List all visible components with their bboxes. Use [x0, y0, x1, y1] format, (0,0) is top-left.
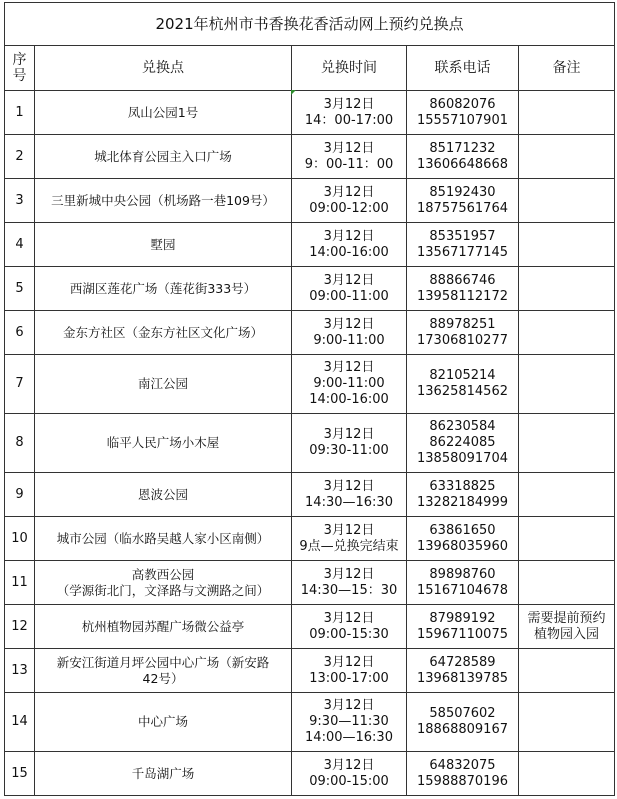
note-cell: [519, 752, 615, 796]
place-cell: 三里新城中央公园（机场路一巷109号）: [35, 179, 292, 223]
table-row: [5, 91, 615, 135]
time-cell: 3月12日 09:00-15:30: [292, 605, 407, 649]
header-row: [5, 46, 615, 91]
table-row: [5, 605, 615, 649]
row-index: 1: [5, 91, 35, 135]
phone-cell: 64728589 13968139785: [407, 649, 519, 693]
place-cell: 城市公园（临水路吴越人家小区南侧）: [35, 517, 292, 561]
place-cell: 杭州植物园苏醒广场微公益亭: [35, 605, 292, 649]
place-cell: 中心广场: [35, 693, 292, 752]
table-row: [5, 561, 615, 605]
time-cell: 3月12日 14:30—16:30: [292, 473, 407, 517]
row-index: 3: [5, 179, 35, 223]
place-cell: 高教西公园 （学源街北门，文泽路与文溯路之间）: [35, 561, 292, 605]
note-cell: [519, 649, 615, 693]
phone-cell: 64832075 15988870196: [407, 752, 519, 796]
title-row: [5, 3, 615, 46]
row-index: 8: [5, 414, 35, 473]
time-cell: 3月12日 09:00-11:00: [292, 267, 407, 311]
phone-cell: 85192430 18757561764: [407, 179, 519, 223]
place-cell: 南江公园: [35, 355, 292, 414]
row-index: 10: [5, 517, 35, 561]
time-cell: 3月12日 9点—兑换完结束: [292, 517, 407, 561]
time-cell: 3月12日 09:00-12:00: [292, 179, 407, 223]
table-row: [5, 135, 615, 179]
note-cell: [519, 91, 615, 135]
time-cell: 3月12日 09:00-15:00: [292, 752, 407, 796]
table-row: [5, 414, 615, 473]
row-index: 4: [5, 223, 35, 267]
time-cell: 3月12日 9:30—11:30 14:00—16:30: [292, 693, 407, 752]
time-cell: 3月12日 14:00-16:00: [292, 223, 407, 267]
header-index: 序号: [5, 46, 35, 91]
table-row: [5, 311, 615, 355]
phone-cell: 58507602 18868809167: [407, 693, 519, 752]
place-cell: 墅园: [35, 223, 292, 267]
table-row: [5, 223, 615, 267]
row-index: 15: [5, 752, 35, 796]
table-row: [5, 473, 615, 517]
row-index: 9: [5, 473, 35, 517]
time-cell: 3月12日 9：00-11：00: [292, 135, 407, 179]
note-cell: [519, 693, 615, 752]
table-body: [5, 91, 615, 796]
phone-cell: 82105214 13625814562: [407, 355, 519, 414]
place-cell: 恩波公园: [35, 473, 292, 517]
note-cell: [519, 267, 615, 311]
time-cell: 3月12日 14:30—15：30: [292, 561, 407, 605]
row-index: 11: [5, 561, 35, 605]
place-cell: 城北体育公园主入口广场: [35, 135, 292, 179]
place-cell: 金东方社区（金东方社区文化广场）: [35, 311, 292, 355]
table-title: 2021年杭州市书香换花香活动网上预约兑换点: [5, 3, 615, 46]
phone-cell: 88978251 17306810277: [407, 311, 519, 355]
phone-cell: 63861650 13968035960: [407, 517, 519, 561]
time-cell: 3月12日 9:00-11:00 14:00-16:00: [292, 355, 407, 414]
phone-cell: 87989192 15967110075: [407, 605, 519, 649]
table-row: [5, 752, 615, 796]
phone-cell: 85351957 13567177145: [407, 223, 519, 267]
row-index: 7: [5, 355, 35, 414]
note-cell: [519, 179, 615, 223]
place-cell: 临平人民广场小木屋: [35, 414, 292, 473]
place-cell: 新安江街道月坪公园中心广场（新安路 42号）: [35, 649, 292, 693]
row-index: 6: [5, 311, 35, 355]
header-time: 兑换时间: [292, 46, 407, 91]
time-cell: 3月12日 9:00-11:00: [292, 311, 407, 355]
note-cell: [519, 223, 615, 267]
time-cell: 3月12日 09:30-11:00: [292, 414, 407, 473]
header-phone: 联系电话: [407, 46, 519, 91]
phone-cell: 86082076 15557107901: [407, 91, 519, 135]
place-cell: 西湖区莲花广场（莲花街333号）: [35, 267, 292, 311]
header-place: 兑换点: [35, 46, 292, 91]
phone-cell: 86230584 86224085 13858091704: [407, 414, 519, 473]
row-index: 2: [5, 135, 35, 179]
place-cell: 千岛湖广场: [35, 752, 292, 796]
time-cell: 3月12日 13:00-17:00: [292, 649, 407, 693]
table-row: [5, 517, 615, 561]
table-row: [5, 693, 615, 752]
exchange-points-table: [4, 2, 615, 796]
row-index: 14: [5, 693, 35, 752]
row-index: 12: [5, 605, 35, 649]
header-note: 备注: [519, 46, 615, 91]
row-index: 5: [5, 267, 35, 311]
note-cell: [519, 414, 615, 473]
note-cell: [519, 135, 615, 179]
row-index: 13: [5, 649, 35, 693]
phone-cell: 88866746 13958112172: [407, 267, 519, 311]
note-cell: 需要提前预约 植物园入园: [519, 605, 615, 649]
phone-cell: 85171232 13606648668: [407, 135, 519, 179]
note-cell: [519, 355, 615, 414]
note-cell: [519, 473, 615, 517]
table-row: [5, 355, 615, 414]
note-cell: [519, 517, 615, 561]
table-row: [5, 649, 615, 693]
note-cell: [519, 311, 615, 355]
place-cell: 凤山公园1号: [35, 91, 292, 135]
table-row: [5, 179, 615, 223]
time-cell: 3月12日 14：00-17:00: [292, 91, 407, 135]
phone-cell: 63318825 13282184999: [407, 473, 519, 517]
table-row: [5, 267, 615, 311]
phone-cell: 89898760 15167104678: [407, 561, 519, 605]
note-cell: [519, 561, 615, 605]
